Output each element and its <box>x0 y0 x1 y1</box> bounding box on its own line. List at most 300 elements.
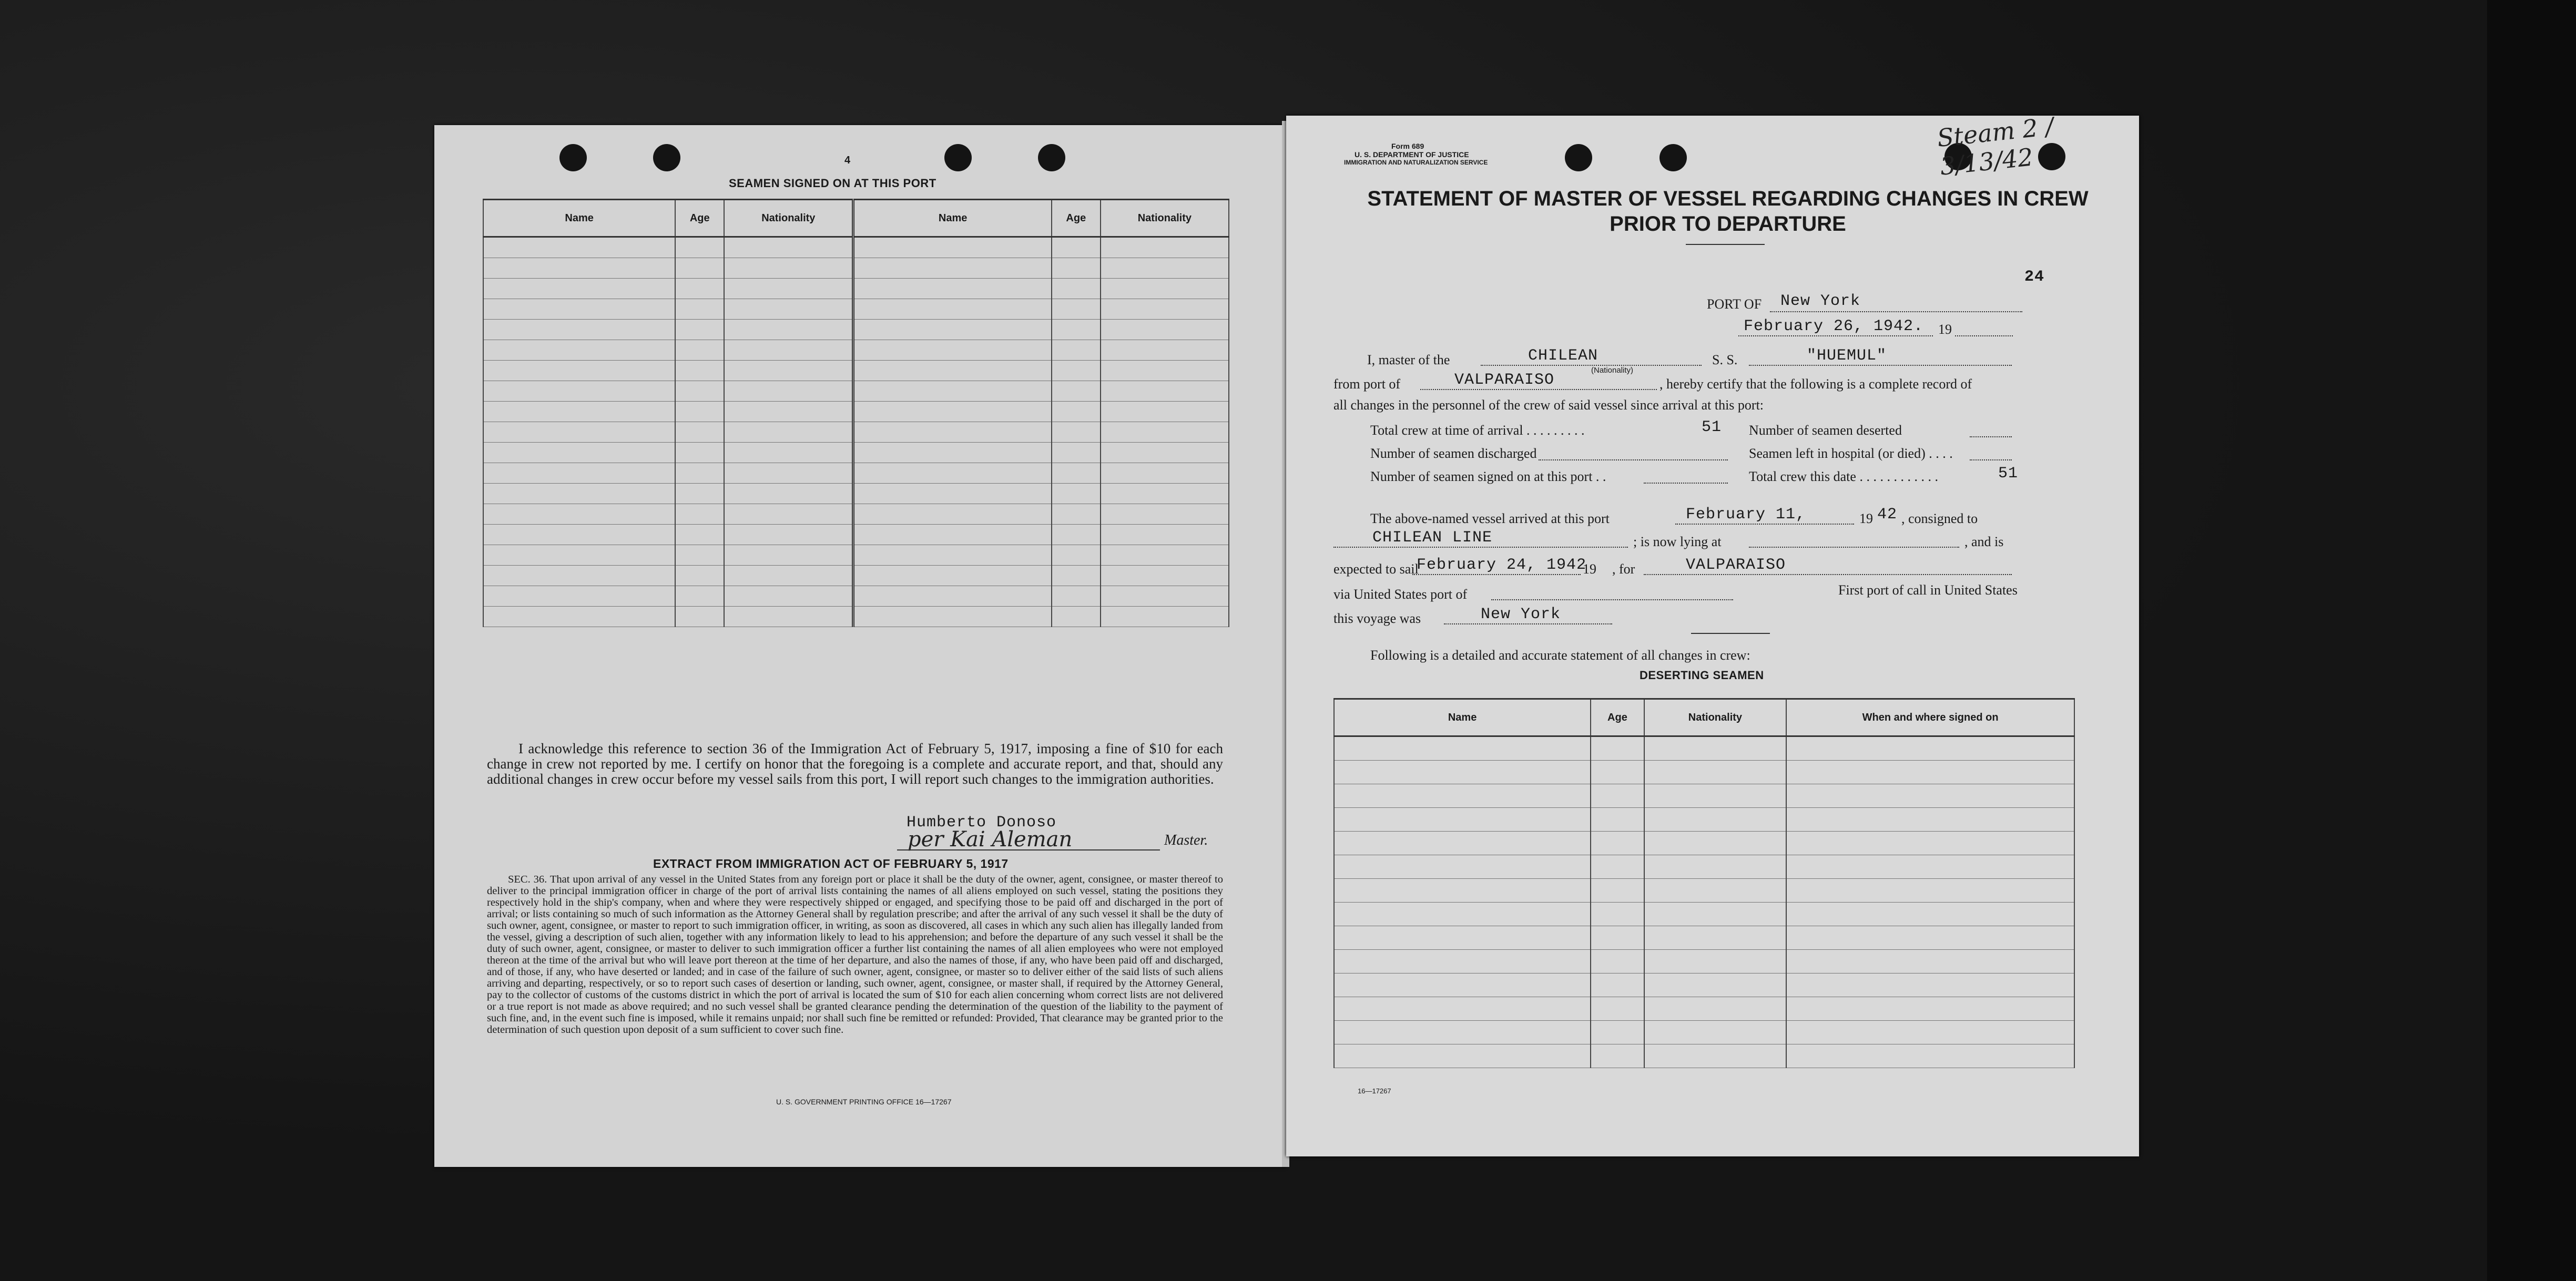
first-port-label: First port of call in United States <box>1838 582 2018 598</box>
lying-line <box>1749 547 1959 548</box>
table-cell <box>853 402 1052 422</box>
table-cell <box>1052 361 1101 381</box>
hospital-label: Seamen left in hospital (or died) . . . . <box>1749 446 1953 461</box>
table-cell <box>853 299 1052 320</box>
nationality-value: CHILEAN <box>1528 347 1598 365</box>
table-cell <box>483 340 675 361</box>
table-cell <box>1334 903 1591 926</box>
form-number: Form 689 <box>1391 142 1424 150</box>
ship-name: "HUEMUL" <box>1807 347 1887 365</box>
table-cell <box>1334 1021 1591 1044</box>
table-cell <box>483 484 675 504</box>
sail-date: February 24, 1942 <box>1417 556 1587 574</box>
table-row <box>483 463 1229 484</box>
table-cell <box>1644 1044 1787 1068</box>
table-cell <box>483 504 675 525</box>
table-cell <box>675 545 724 566</box>
table-cell <box>1334 997 1591 1021</box>
section-rule <box>1691 633 1770 634</box>
table-cell <box>483 381 675 402</box>
table-cell <box>1786 1021 2074 1044</box>
table-cell <box>1334 736 1591 761</box>
table-cell <box>1052 545 1101 566</box>
table-cell <box>1591 1044 1644 1068</box>
table-cell <box>1591 903 1644 926</box>
column-header: Name <box>1334 699 1591 736</box>
table-cell <box>1101 525 1229 545</box>
punch-hole <box>559 144 587 171</box>
table-cell <box>483 299 675 320</box>
table-cell <box>675 258 724 279</box>
table-row <box>1334 879 2074 903</box>
table-cell <box>1101 545 1229 566</box>
arrived-text: The above-named vessel arrived at this port <box>1370 511 1610 526</box>
table-row <box>1334 855 2074 879</box>
via-label: via United States port of <box>1333 587 1468 602</box>
arrival-date-line <box>1675 524 1854 525</box>
table-cell <box>1334 761 1591 784</box>
table-cell <box>1786 1044 2074 1068</box>
table-cell <box>1786 997 2074 1021</box>
table-cell <box>1644 784 1787 808</box>
table-cell <box>1101 258 1229 279</box>
table-cell <box>675 586 724 607</box>
table-cell <box>1591 926 1644 950</box>
table-row <box>483 381 1229 402</box>
discharged-label: Number of seamen discharged <box>1370 446 1537 461</box>
service-name: IMMIGRATION AND NATURALIZATION SERVICE <box>1344 159 1488 166</box>
table-cell <box>483 566 675 586</box>
table-row <box>483 320 1229 340</box>
table-cell <box>724 422 853 443</box>
table-cell <box>1052 279 1101 299</box>
table-cell <box>1591 997 1644 1021</box>
first-port-value: New York <box>1481 606 1561 623</box>
printing-office: U. S. GOVERNMENT PRINTING OFFICE 16—17267 <box>776 1098 952 1106</box>
table-cell <box>675 525 724 545</box>
extract-title: EXTRACT FROM IMMIGRATION ACT OF FEBRUARY 5, 1917 <box>653 857 1009 870</box>
table-cell <box>1101 607 1229 627</box>
table-cell <box>1101 586 1229 607</box>
footer-code: 16—17267 <box>1358 1087 1391 1095</box>
table-cell <box>483 586 675 607</box>
table-row <box>1334 1044 2074 1068</box>
table-cell <box>1786 950 2074 973</box>
table-cell <box>1101 381 1229 402</box>
hospital-line <box>1970 459 2012 460</box>
table-row <box>1334 784 2074 808</box>
table-row <box>1334 950 2074 973</box>
table-cell <box>1644 808 1787 832</box>
table-row <box>483 279 1229 299</box>
table-cell <box>1052 340 1101 361</box>
table-cell <box>724 504 853 525</box>
total-crew-arrival-label: Total crew at time of arrival . . . . . . . . . <box>1370 423 1585 438</box>
table-row <box>483 237 1229 258</box>
page-number: 4 <box>844 155 851 166</box>
table-cell <box>1052 422 1101 443</box>
table-cell <box>675 463 724 484</box>
table-cell <box>675 299 724 320</box>
voyage-line <box>1444 623 1612 624</box>
column-header: When and where signed on <box>1786 699 2074 736</box>
year-suffix: 19 <box>1938 322 1952 337</box>
table-cell <box>1591 761 1644 784</box>
certify-text-continued: all changes in the personnel of the crew of said vessel since arrival at this port: <box>1333 397 1764 413</box>
table-cell <box>675 340 724 361</box>
table-row <box>1334 926 2074 950</box>
table-cell <box>1052 443 1101 463</box>
table-cell <box>853 237 1052 258</box>
table-cell <box>724 586 853 607</box>
deserting-seamen-table <box>1333 698 2075 1068</box>
table-cell <box>675 361 724 381</box>
certify-text: , hereby certify that the following is a complete record of <box>1659 376 1972 392</box>
handwritten-note: Steam 2 / 3/13/42 <box>1936 112 2055 181</box>
table-cell <box>724 545 853 566</box>
date-line <box>1738 335 1933 336</box>
column-header: Name <box>483 200 675 237</box>
ss-label: S. S. <box>1712 352 1738 367</box>
table-cell <box>853 586 1052 607</box>
punch-hole <box>1565 144 1592 171</box>
table-cell <box>1101 279 1229 299</box>
table-row <box>483 340 1229 361</box>
table-row <box>483 402 1229 422</box>
table-cell <box>1334 879 1591 903</box>
table-cell <box>1052 402 1101 422</box>
deserting-title: DESERTING SEAMEN <box>1640 669 1764 682</box>
table-cell <box>1052 381 1101 402</box>
expected-label: expected to sail <box>1333 561 1419 577</box>
table-cell <box>1786 855 2074 879</box>
table-row <box>483 299 1229 320</box>
table-row <box>483 586 1229 607</box>
table-cell <box>1101 299 1229 320</box>
table-cell <box>853 381 1052 402</box>
table-cell <box>1644 1021 1787 1044</box>
table-cell <box>1786 808 2074 832</box>
for-label: , for <box>1612 561 1635 577</box>
port-of-label: PORT OF <box>1707 296 1762 312</box>
scan-border <box>2487 0 2576 1281</box>
table-cell <box>1052 237 1101 258</box>
table-cell <box>1591 784 1644 808</box>
table-cell <box>1052 607 1101 627</box>
left-page <box>434 125 1286 1167</box>
from-port-line <box>1420 389 1657 390</box>
table-row <box>1334 832 2074 855</box>
table-row <box>483 258 1229 279</box>
punch-hole <box>1659 144 1687 171</box>
column-header: Age <box>1052 200 1101 237</box>
table-cell <box>1644 903 1787 926</box>
table-cell <box>853 463 1052 484</box>
year-line <box>1955 335 2013 336</box>
table-cell <box>1101 320 1229 340</box>
table-cell <box>675 402 724 422</box>
table-cell <box>1786 736 2074 761</box>
table-cell <box>724 320 853 340</box>
table-cell <box>1591 736 1644 761</box>
table-cell <box>724 279 853 299</box>
table-cell <box>1786 784 2074 808</box>
table-cell <box>724 381 853 402</box>
table-cell <box>1052 320 1101 340</box>
table-cell <box>483 463 675 484</box>
table-cell <box>1644 997 1787 1021</box>
table-cell <box>853 566 1052 586</box>
table-cell <box>1786 926 2074 950</box>
table-row <box>483 525 1229 545</box>
table-cell <box>1101 340 1229 361</box>
from-port-value: VALPARAISO <box>1454 371 1555 389</box>
table-cell <box>853 258 1052 279</box>
table-cell <box>724 484 853 504</box>
signature-handwritten: per Kai Aleman <box>908 827 1073 852</box>
table-row <box>1334 1021 2074 1044</box>
table-cell <box>1052 299 1101 320</box>
table-cell <box>853 545 1052 566</box>
table-cell <box>1101 504 1229 525</box>
punch-hole <box>653 144 680 171</box>
total-crew-arrival-value: 51 <box>1702 418 1722 436</box>
signature-line <box>897 849 1160 850</box>
table-cell <box>1052 463 1101 484</box>
ship-line <box>1749 365 2012 366</box>
arrival-year-prefix: 19 <box>1859 511 1873 526</box>
table-cell <box>1786 761 2074 784</box>
table-cell <box>724 258 853 279</box>
table-row <box>1334 736 2074 761</box>
table-cell <box>853 484 1052 504</box>
table-cell <box>1644 832 1787 855</box>
table-cell <box>853 443 1052 463</box>
destination-line <box>1644 574 2012 575</box>
form-subtitle: PRIOR TO DEPARTURE <box>1610 212 1846 235</box>
table-cell <box>1644 736 1787 761</box>
voyage-label: this voyage was <box>1333 611 1421 626</box>
table-cell <box>1334 973 1591 997</box>
table-cell <box>1786 879 2074 903</box>
department-name: U. S. DEPARTMENT OF JUSTICE <box>1355 150 1469 159</box>
table-row <box>483 545 1229 566</box>
table-cell <box>483 525 675 545</box>
table-cell <box>1334 1044 1591 1068</box>
table-cell <box>675 237 724 258</box>
table-cell <box>483 607 675 627</box>
form-title: STATEMENT OF MASTER OF VESSEL REGARDING CHANGES IN CREW <box>1367 187 2089 210</box>
following-text: Following is a detailed and accurate statement of all changes in crew: <box>1370 648 1750 663</box>
column-header: Nationality <box>724 200 853 237</box>
via-line <box>1491 599 1733 600</box>
table-cell <box>1334 950 1591 973</box>
port-value: New York <box>1780 292 1861 310</box>
table-cell <box>1334 855 1591 879</box>
table-cell <box>1591 808 1644 832</box>
master-label: Master. <box>1164 832 1208 848</box>
table-cell <box>1101 443 1229 463</box>
table-cell <box>1334 832 1591 855</box>
table-row <box>483 422 1229 443</box>
table-cell <box>1644 761 1787 784</box>
table-cell <box>724 402 853 422</box>
column-header: Name <box>853 200 1052 237</box>
nationality-caption: (Nationality) <box>1591 366 1634 375</box>
table-cell <box>1591 832 1644 855</box>
extract-text: SEC. 36. That upon arrival of any vessel in the United States from any foreign port or place it shall be the duty of the owner, agent, consignee, or master thereof to deliver to the principal immigration officer in charge of the port of arrival lists containing the names of all aliens employed on such vessel, stating the positions they respectively hold in the ship's company, when and where they were respectively shipped or engaged, and specifying those to be paid off and discharged in the port of arrival; or lists containing so much of such information as the Attorney General shall by regulation prescribe; and after the arrival of any such vessel it shall be the duty of such owner, agent, consignee, or master to report to such immigration officer, in writing, as soon as discovered, all cases in which any such alien has illegally landed from the vessel, giving a description of such alien, together with any information likely to lead to his apprehension; and before the departure of any such vessel it shall be the duty of such owner, agent, consignee, or master to deliver to such immigration officer a further list containing the names of all alien employees who were not employed thereon at the time of the arrival but who will leave port thereon at the time of her departure, and also the names of those, if any, who have been paid off and discharged, and of those, if any, who have deserted or landed; and in case of the failure of such owner, agent, consignee, or master so to deliver either of the said lists of such aliens arriving and departing, respectively, or so to report such cases of desertion or landing, such owner, agent, consignee, or master shall, if required by the Attorney General, pay to the collector of customs of the customs district in which the port of arrival is located the sum of $10 for each alien concerning whom correct lists are not delivered or a true report is not made as above required; and no such vessel shall be granted clearance pending the determination of the question of the liability to the payment of such fine, and, in the event such fine is imposed, while it remains unpaid; nor shall such fine be remitted or refunded: Provided, That clearance may be granted prior to the determination of such question upon deposit of a sum sufficient to cover such fine. <box>487 874 1223 1036</box>
table-cell <box>675 607 724 627</box>
table-cell <box>853 504 1052 525</box>
table-row <box>483 566 1229 586</box>
table-cell <box>724 299 853 320</box>
table-row <box>1334 808 2074 832</box>
table-cell <box>1644 879 1787 903</box>
table-cell <box>675 320 724 340</box>
deserted-line <box>1970 436 2012 437</box>
table-cell <box>1591 973 1644 997</box>
table-cell <box>1101 237 1229 258</box>
arrival-date: February 11, <box>1686 506 1806 524</box>
table-cell <box>483 402 675 422</box>
table-cell <box>675 422 724 443</box>
statement-date: February 26, 1942. <box>1744 317 1924 335</box>
table-cell <box>1786 832 2074 855</box>
table-cell <box>1101 484 1229 504</box>
acknowledgment-text: I acknowledge this reference to section 36 of the Immigration Act of February 5, 1917, imposing a fine of $10 for each change in crew not reported by me. I certify on honor that the foregoing is a complete and accurate report, and that, should any additional changes in crew occur before my vessel sails from this port, I will report such changes to the immigration authorities. <box>487 741 1223 787</box>
deserted-label: Number of seamen deserted <box>1749 423 1902 438</box>
table-cell <box>1644 855 1787 879</box>
table-cell <box>1052 586 1101 607</box>
table-cell <box>1591 855 1644 879</box>
table-cell <box>483 361 675 381</box>
signed-on-label: Number of seamen signed on at this port . . <box>1370 469 1606 484</box>
table-cell <box>483 258 675 279</box>
table-cell <box>1644 926 1787 950</box>
table-row <box>1334 761 2074 784</box>
signed-on-line <box>1644 483 1728 484</box>
punch-hole <box>944 144 972 171</box>
section-title: SEAMEN SIGNED ON AT THIS PORT <box>729 177 936 190</box>
table-cell <box>483 422 675 443</box>
table-cell <box>675 279 724 299</box>
table-row <box>483 607 1229 627</box>
table-cell <box>724 237 853 258</box>
table-cell <box>724 463 853 484</box>
table-cell <box>853 340 1052 361</box>
table-cell <box>1052 566 1101 586</box>
table-row <box>1334 973 2074 997</box>
table-cell <box>1052 525 1101 545</box>
column-header: Age <box>675 200 724 237</box>
table-cell <box>1591 879 1644 903</box>
table-cell <box>853 607 1052 627</box>
table-row <box>1334 997 2074 1021</box>
table-cell <box>483 320 675 340</box>
table-row <box>483 504 1229 525</box>
table-cell <box>1101 402 1229 422</box>
page-number: 24 <box>2024 268 2045 286</box>
table-cell <box>1334 808 1591 832</box>
punch-hole <box>1038 144 1065 171</box>
table-cell <box>853 320 1052 340</box>
table-cell <box>675 381 724 402</box>
table-cell <box>1786 973 2074 997</box>
consignee-value: CHILEAN LINE <box>1372 529 1493 547</box>
destination-value: VALPARAISO <box>1686 556 1786 574</box>
seamen-signed-on-table <box>483 199 1229 627</box>
table-row <box>483 443 1229 463</box>
table-cell <box>1101 361 1229 381</box>
table-cell <box>483 237 675 258</box>
from-port-label: from port of <box>1333 376 1401 392</box>
table-cell <box>675 484 724 504</box>
table-row <box>1334 903 2074 926</box>
table-cell <box>724 525 853 545</box>
master-of-label: I, master of the <box>1367 352 1450 367</box>
table-cell <box>1786 903 2074 926</box>
discharged-line <box>1539 459 1728 460</box>
table-cell <box>1052 504 1101 525</box>
column-header: Nationality <box>1644 699 1787 736</box>
sail-year-prefix: 19 <box>1583 561 1596 577</box>
table-cell <box>1101 463 1229 484</box>
table-cell <box>483 545 675 566</box>
arrival-year: 42 <box>1877 506 1898 524</box>
title-rule <box>1686 244 1765 245</box>
lying-label: ; is now lying at <box>1633 534 1722 549</box>
table-cell <box>853 525 1052 545</box>
table-cell <box>483 443 675 463</box>
table-row <box>483 484 1229 504</box>
total-today-value: 51 <box>1998 465 2019 483</box>
table-cell <box>1591 1021 1644 1044</box>
table-cell <box>1334 784 1591 808</box>
total-today-label: Total crew this date . . . . . . . . . . . . <box>1749 469 1938 484</box>
table-cell <box>724 361 853 381</box>
table-cell <box>1052 258 1101 279</box>
table-cell <box>675 504 724 525</box>
right-page <box>1286 112 2139 1156</box>
table-cell <box>483 279 675 299</box>
column-header: Age <box>1591 699 1644 736</box>
table-cell <box>675 443 724 463</box>
table-cell <box>675 566 724 586</box>
table-cell <box>1644 950 1787 973</box>
table-cell <box>1591 950 1644 973</box>
table-cell <box>724 607 853 627</box>
table-row <box>483 361 1229 381</box>
signature-typed: Humberto Donoso <box>907 814 1057 832</box>
table-cell <box>724 443 853 463</box>
table-cell <box>1052 484 1101 504</box>
table-cell <box>853 279 1052 299</box>
table-cell <box>724 566 853 586</box>
table-cell <box>1644 973 1787 997</box>
sail-date-line <box>1412 574 1581 575</box>
column-header: Nationality <box>1101 200 1229 237</box>
table-cell <box>724 340 853 361</box>
table-cell <box>853 422 1052 443</box>
table-cell <box>1101 566 1229 586</box>
consigned-label: , consigned to <box>1901 511 1978 526</box>
consignee-line <box>1333 547 1628 548</box>
table-cell <box>1334 926 1591 950</box>
port-line <box>1770 311 2022 312</box>
table-cell <box>1101 422 1229 443</box>
table-cell <box>853 361 1052 381</box>
and-is-label: , and is <box>1964 534 2004 549</box>
